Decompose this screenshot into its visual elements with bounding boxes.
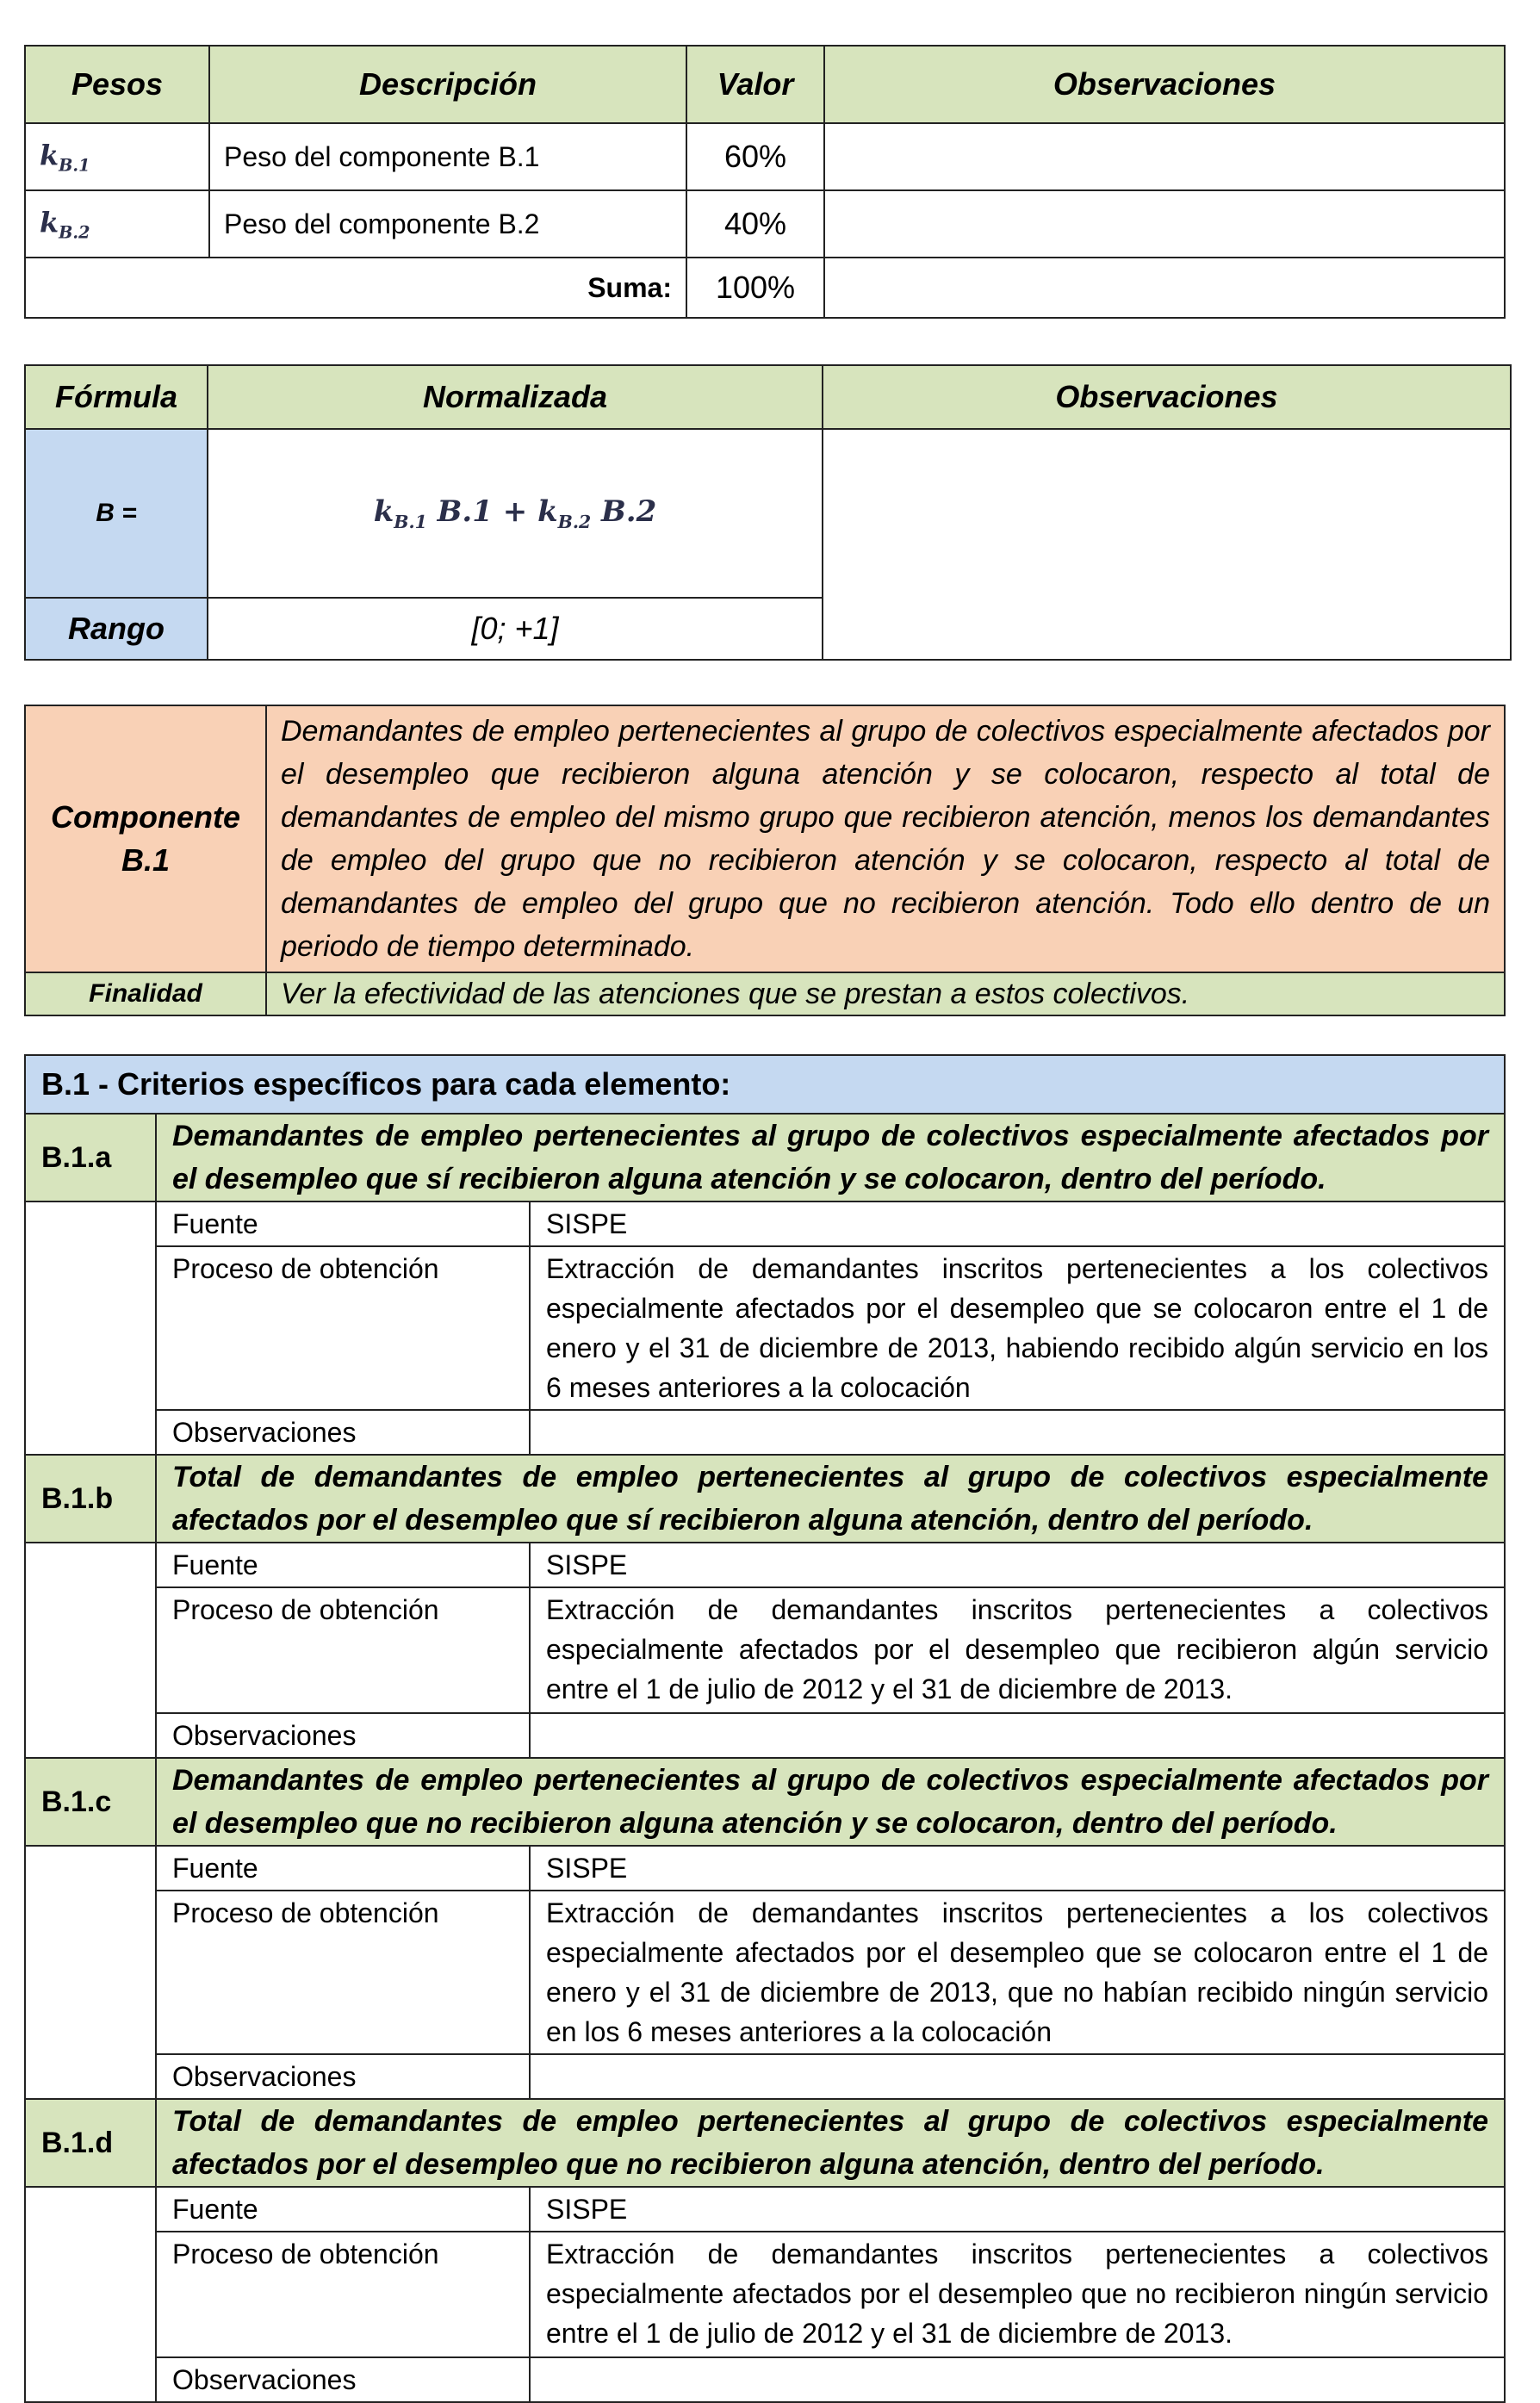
criterio-indent [25,1846,156,2099]
weight-symbol: $k_{B.1}$ [25,123,209,190]
pesos-row [25,190,1505,258]
fuente-label: Fuente [156,1846,530,1891]
componente-row [25,705,1505,972]
weight-observations [824,123,1505,190]
criterio-header-row [25,1114,1505,1202]
criterio-indent [25,1543,156,1758]
proceso-value: Extracción de demandantes inscritos pertenecientes a los colectivos especialmente afectados por el desempleo que se colocaron entre el 1 de enero y el 31 de diciembre de 2013, habiendo recibido algún servicio en los 6 meses anteriores a la colocación [530,1246,1505,1410]
fuente-row [25,1543,1505,1587]
criterio-header-row [25,1455,1505,1543]
pesos-header-observaciones: Observaciones [824,46,1505,123]
fuente-value: SISPE [530,1543,1505,1587]
pesos-header-pesos: Pesos [25,46,209,123]
fuente-row [25,2187,1505,2232]
observaciones-label: Observaciones [156,2357,530,2402]
observaciones-row [25,2357,1505,2402]
weight-observations [824,190,1505,258]
criterio-title: Total de demandantes de empleo pertenecientes al grupo de colectivos especialmente afectados por el desempleo que sí recibieron alguna atención, dentro del período. [156,1455,1505,1543]
criterio-title: Demandantes de empleo pertenecientes al grupo de colectivos especialmente afectados por el desempleo que sí recibieron alguna atención y se colocaron, dentro del período. [156,1114,1505,1202]
formula-expression: $k_{B.1}$ $B.1 + k_{B.2}$ B.2 [208,429,823,598]
finalidad-label: Finalidad [25,972,266,1015]
formula-label: B = [25,429,208,598]
formula-row [25,429,1511,598]
proceso-label: Proceso de obtención [156,1891,530,2054]
weight-value: 60% [686,123,824,190]
pesos-header-valor: Valor [686,46,824,123]
componente-label: Componente B.1 [25,705,266,972]
criterio-header-row [25,2099,1505,2187]
fuente-row [25,1202,1505,1246]
pesos-table [24,45,1506,319]
criterio-indent [25,1202,156,1455]
formula-header-observaciones: Observaciones [823,365,1511,429]
criterios-table [24,1054,1506,2403]
finalidad-text: Ver la efectividad de las atenciones que se prestan a estos colectivos. [266,972,1505,1015]
observaciones-value [530,2357,1505,2402]
fuente-label: Fuente [156,2187,530,2232]
sum-label: Suma: [25,258,686,318]
formula-table [24,364,1512,661]
weight-value: 40% [686,190,824,258]
pesos-header-row [25,46,1505,123]
criterio-code: B.1.c [25,1758,156,1846]
proceso-row [25,1587,1505,1713]
rango-value: [0; +1] [208,598,823,660]
finalidad-row [25,972,1505,1015]
criterio-header-row [25,1758,1505,1846]
sum-value: 100% [686,258,824,318]
proceso-label: Proceso de obtención [156,1246,530,1410]
criterio-code: B.1.a [25,1114,156,1202]
proceso-row [25,2232,1505,2357]
pesos-row [25,123,1505,190]
proceso-row [25,1246,1505,1410]
criterio-title: Demandantes de empleo pertenecientes al grupo de colectivos especialmente afectados por el desempleo que no recibieron alguna atención y se colocaron, dentro del período. [156,1758,1505,1846]
weight-description: Peso del componente B.1 [209,123,686,190]
proceso-value: Extracción de demandantes inscritos pertenecientes a colectivos especialmente afectados por el desempleo que recibieron algún servicio entre el 1 de julio de 2012 y el 31 de diciembre de 2013. [530,1587,1505,1713]
proceso-label: Proceso de obtención [156,2232,530,2357]
fuente-value: SISPE [530,1202,1505,1246]
observaciones-value [530,1410,1505,1455]
sum-observations [824,258,1505,318]
fuente-label: Fuente [156,1543,530,1587]
criterios-title-row [25,1055,1505,1114]
observaciones-value [530,1713,1505,1758]
componente-description: Demandantes de empleo pertenecientes al grupo de colectivos especialmente afectados por el desempleo que recibieron alguna atención y se colocaron, respecto al total de demandantes de empleo del mismo grupo que recibieron atención, menos los demandantes de empleo del grupo que no recibieron atención y se colocaron, respecto al total de demandantes de empleo del grupo que no recibieron atención. Todo ello dentro de un periodo de tiempo determinado. [266,705,1505,972]
pesos-sum-row [25,258,1505,318]
fuente-value: SISPE [530,2187,1505,2232]
observaciones-label: Observaciones [156,1410,530,1455]
pesos-header-descripcion: Descripción [209,46,686,123]
proceso-value: Extracción de demandantes inscritos pertenecientes a los colectivos especialmente afectados por el desempleo que se colocaron entre el 1 de enero y el 31 de diciembre de 2013, que no habían recibido ningún servicio en los 6 meses anteriores a la colocación [530,1891,1505,2054]
fuente-value: SISPE [530,1846,1505,1891]
rango-label: Rango [25,598,208,660]
observaciones-row [25,1713,1505,1758]
proceso-label: Proceso de obtención [156,1587,530,1713]
componente-table [24,705,1506,1016]
criterio-indent [25,2187,156,2402]
formula-header-row [25,365,1511,429]
formula-header-normalizada: Normalizada [208,365,823,429]
observaciones-label: Observaciones [156,1713,530,1758]
criterios-title: B.1 - Criterios específicos para cada elemento: [25,1055,1505,1114]
observaciones-row [25,1410,1505,1455]
formula-observations [823,429,1511,660]
proceso-value: Extracción de demandantes inscritos pertenecientes a colectivos especialmente afectados por el desempleo que no recibieron ningún servicio entre el 1 de julio de 2012 y el 31 de diciembre de 2013. [530,2232,1505,2357]
observaciones-value [530,2054,1505,2099]
criterio-title: Total de demandantes de empleo pertenecientes al grupo de colectivos especialmente afectados por el desempleo que no recibieron alguna atención, dentro del período. [156,2099,1505,2187]
criterio-code: B.1.b [25,1455,156,1543]
criterio-code: B.1.d [25,2099,156,2187]
fuente-row [25,1846,1505,1891]
observaciones-label: Observaciones [156,2054,530,2099]
weight-symbol: $k_{B.2}$ [25,190,209,258]
proceso-row [25,1891,1505,2054]
formula-header-formula: Fórmula [25,365,208,429]
weight-description: Peso del componente B.2 [209,190,686,258]
fuente-label: Fuente [156,1202,530,1246]
observaciones-row [25,2054,1505,2099]
